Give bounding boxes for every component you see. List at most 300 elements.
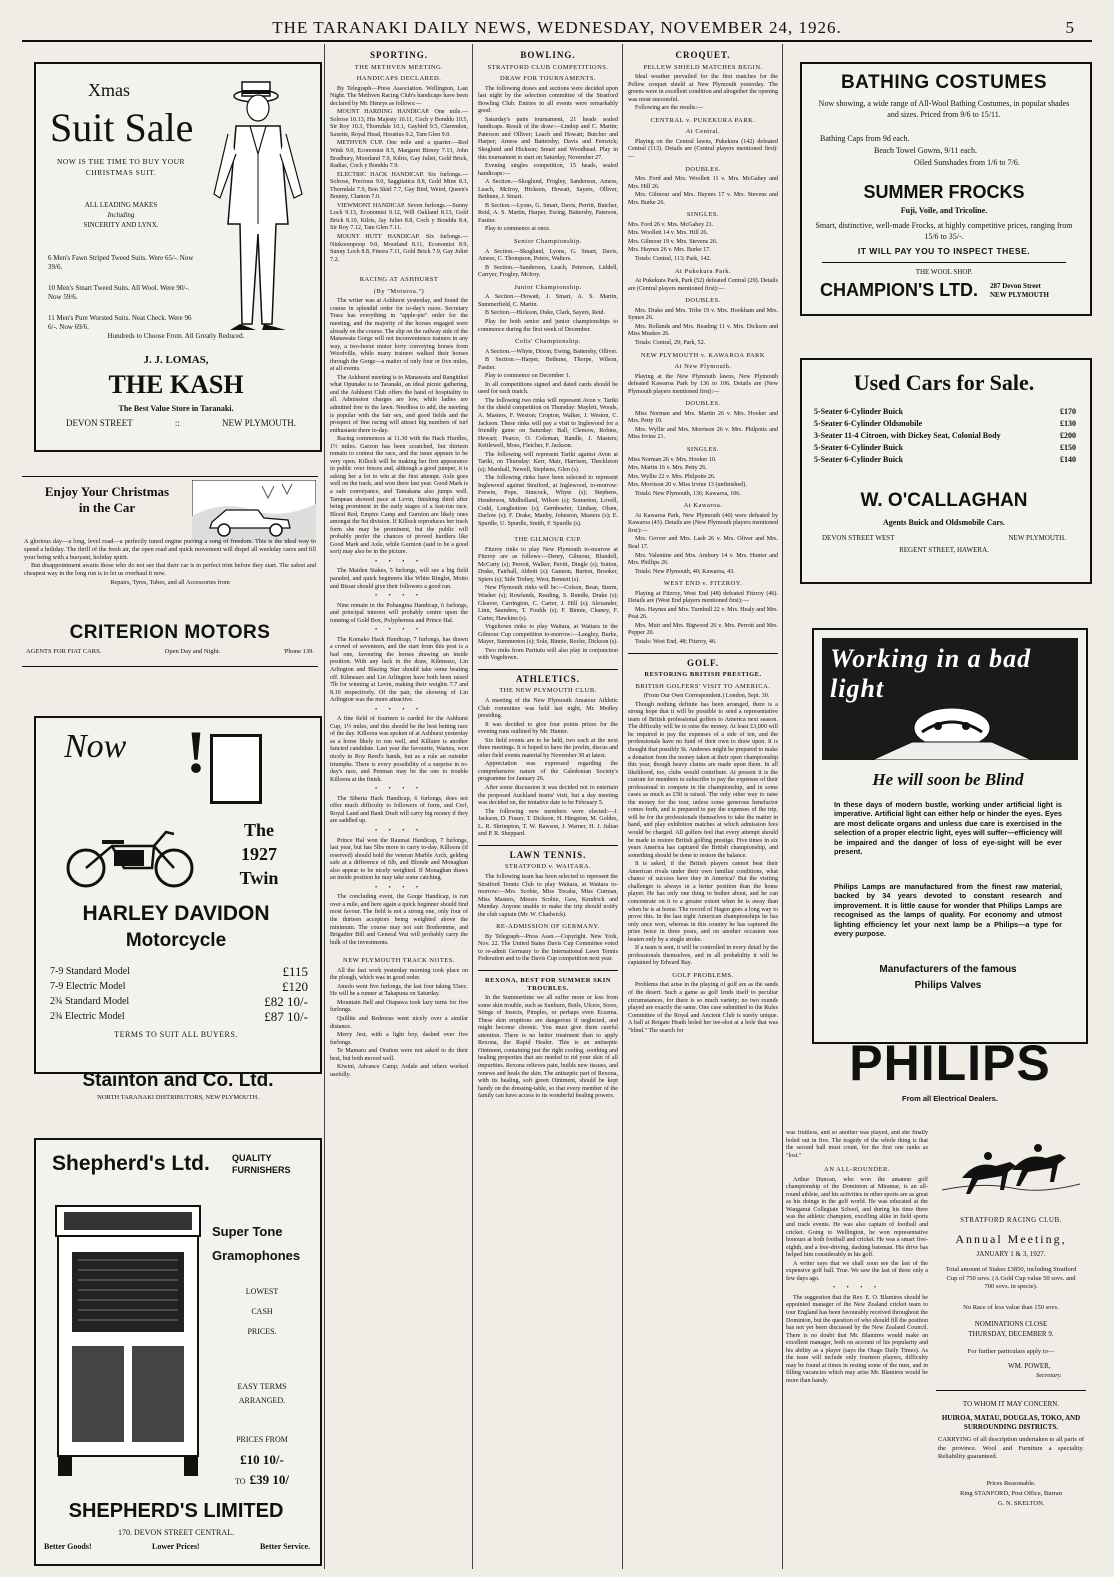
- harley-terms: TERMS TO SUIT ALL BUYERS.: [114, 1030, 238, 1039]
- skelton-ring: Ring STANFORD, Post Office, Burran: [960, 1490, 1062, 1497]
- section-subheading: STRATFORD CLUB COMPETITIONS.: [487, 63, 609, 71]
- article-paragraph: MOUNT HARDING HANDICAP. One mile.—Solrose 10.13, His Majesty 10.11, Coch y Bonddu 10.5, Sir Roy 10.3, Thorndale 10.1, Gaybird 9.5, Clarendon, Saxette, Royal Head, Horatius 9.2, Tam Glen 9.0.: [330, 109, 468, 138]
- philips-illustration: [822, 638, 1078, 760]
- article-paragraph: Mrs. Rollands and Mrs. Reading 11 v. Mrs. Dickson and Miss Muskee 26.: [628, 323, 778, 338]
- article-paragraph: Totals: West End, 48; Fitzroy, 46.: [635, 639, 717, 645]
- shepherd-easy-terms: [212, 1380, 312, 1408]
- model-name: 2¾ Electric Model: [50, 1011, 125, 1022]
- car-name: 5-Seater 6-Cylinder Buick: [814, 455, 904, 464]
- philips-advertisement: [812, 628, 1088, 1044]
- section-subheading: At Kawaroa.: [683, 502, 723, 510]
- shepherd-lowest-line: CASH: [251, 1307, 273, 1316]
- column-divider: [324, 44, 325, 1569]
- article-paragraph: By Telegraph—Press Assn.—Copyright. New York, Nov. 22. The United States Davis Cup Committee voted to re-admit Germany to the International Lawn Tennis Federation and to the Davis Cup competition next year.: [478, 933, 618, 963]
- article-paragraph: Appreciation was expressed regarding the comprehensive nature of the Caledonian Society's programme for January 26.: [478, 761, 618, 783]
- shepherd-easy-line: EASY TERMS: [237, 1382, 287, 1391]
- article-paragraph: The following rinks have been selected to represent Inglewood against Stratford, at Inglewood, to-morrow: Frewin, Pope, Simcock, Whyte (s); Stephens, Henderson, Mulholland, Wilson (s); Somerton, Lovell, Codd, Longbottom (s); Gernhoefer, Lindsay, Olsen, Darlow (s); F. Drake, Manby, Johnston, Masters (s); E. Spurdle, U. Spurdle, Smith, F. Spurdle (s).: [478, 475, 618, 527]
- shepherd-lowest: [212, 1282, 312, 1342]
- stratford-stakes: Total amount of Stakes £3850, including Stratford Cup of 750 sovs. (A Gold Cup value 50 sovs. and 700 sovs. in specie).: [945, 1266, 1077, 1290]
- masthead-rule: [22, 40, 1092, 42]
- shepherd-slogan: Better Service.: [259, 1542, 310, 1551]
- article-paragraph: Play for both senior and junior championships to commence during the first week of December.: [478, 318, 618, 333]
- section-subheading: At Pukekura Park.: [674, 267, 732, 275]
- bowling-heading: BOWLING.: [520, 50, 576, 60]
- section-subheading: DOUBLES.: [685, 297, 721, 305]
- article-paragraph: In all competitions signed and dated cards should be used for each match.: [478, 381, 618, 396]
- shepherd-slogans: [44, 1542, 310, 1551]
- article-paragraph: Nine remain in the Pohangina Handicap, 6 furlongs, and principal interest will probably centre upon the running of Gold Box, Polyphemus and Prince Hal.: [330, 602, 468, 624]
- section-dots: • • • •: [374, 706, 424, 713]
- section-subheading: DRAW FOR TOURNAMENTS.: [499, 75, 597, 83]
- champion-frocks-title: SUMMER FROCKS: [863, 182, 1025, 202]
- article-paragraph: Mrs. Grover and Mrs. Lash 26 v. Mrs. Oliver and Mrs. Beal 17.: [628, 536, 778, 550]
- article-paragraph: A writer says that we shall soon see the last of the expensive golf ball. True. We saw the last of three only a few days ago.: [786, 1260, 928, 1282]
- philips-makers: [814, 962, 1082, 994]
- car-price: £150: [1060, 443, 1076, 452]
- car-name: 3-Seater 11-4 Citroen, with Dickey Seat, Colonial Body: [814, 431, 1001, 440]
- tennis-heading: LAWN TENNIS.: [509, 849, 587, 860]
- stainton-subtitle: NORTH TARANAKI DISTRIBUTORS, NEW PLYMOUTH.: [97, 1094, 259, 1101]
- model-price: £87 10/-: [264, 1009, 308, 1024]
- skelton-districts: HUIROA, MATAU, DOUGLAS, TOKO, AND SURROUNDING DISTRICTS.: [941, 1414, 1081, 1431]
- stainton-dealer: Stainton and Co. Ltd.: [82, 1070, 274, 1091]
- section-subheading: HANDICAPS DECLARED.: [356, 75, 442, 83]
- column-divider: [782, 44, 783, 1569]
- article-paragraph: Vogeltown rinks to play Waitara, at Waitara in the Gilmour Cup competition to-morrow:—Langley, Burke, Mayer, Summerton (s); Sole, Binnie, Roche, Dickson (s).: [478, 624, 618, 646]
- criterion-body: [24, 538, 316, 588]
- section-rule: [628, 653, 778, 654]
- article-paragraph: B Section.—Sanderson, Leach, Peterson, Liddell, Carryer, Frogley, McIroy.: [478, 264, 618, 279]
- section-subheading: CENTRAL v. PUKEKURA PARK.: [650, 116, 756, 124]
- shepherd-super-line: Super Tone: [212, 1224, 283, 1239]
- kash-advertisement: [34, 62, 322, 452]
- kash-offer: 11 Men's Pure Worsted Suits. Neat Check. Were 96 6/-. Now 69/6.: [48, 314, 192, 331]
- article-paragraph: Mrs. Haynes and Mrs. Turnbull 22 v. Mrs. Healy and Mrs. Peat 26.: [628, 606, 778, 621]
- section-subheading: Colts' Championship.: [514, 338, 582, 346]
- kash-heading-xmas: Xmas: [88, 80, 130, 100]
- article-paragraph: Six field events are to be held, two each at the next three meetings. It is hoped to have the javelin, discus and other field events material by November 30 at latest.: [478, 737, 618, 759]
- article-paragraph: The Maiden Stakes, 5 furlongs, will see a big field paraded, and quick beginners like White Ringlet, Motto and Bissar should give their followers a good run.: [330, 568, 468, 590]
- article-paragraph: The writer was at Ashhurst yesterday, and found the course in splendid order for to-day's races. Secretary Trass has everything in "apple-pie" order for the meeting, and the majority of the horses engaged were already on the course. The slip on the railway side of the Manawatu Gorge will not inconvenience trainers in any way, a two-horse motor lorry conveying horses from Woodville, while many trainers walked their horses through the Gorge—a matter of only four or five miles, at all events.: [330, 298, 468, 373]
- section-subheading: RE-ADMISSION OF GERMANY.: [496, 923, 600, 931]
- car-name: 5-Seater 6-Cylinder Buick: [814, 407, 904, 416]
- ad-bottom-rule: [22, 666, 318, 667]
- philips-headline: He will soon be Blind: [872, 770, 1024, 789]
- stratford-particulars: For further particulars apply to—: [967, 1348, 1055, 1355]
- byline: (By "Moturoa."): [373, 287, 425, 295]
- shepherd-prices: [212, 1430, 312, 1492]
- article-paragraph: Fitzroy rinks to play New Plymouth to-morrow at Fitzroy are as follows:—Denry, Gilmour, Blundell, McCarty (s); Perrott, Walker, Pavitt, Dingle (s); Sutton, Drake, Fairhall, Abbott (s); Gannon, Burton, Brooker, Spiers (s); Side Trehey, West, Bennett (s).: [478, 546, 618, 583]
- skelton-heading: TO WHOM IT MAY CONCERN.: [962, 1400, 1060, 1408]
- article-paragraph: Mrs. Morrison 20 v. Miss Irvine 13 (unfinished).: [628, 482, 747, 489]
- article-paragraph: Miss Norman 26 v. Mrs. Hooker 10.: [628, 456, 717, 463]
- article-paragraph: METHVEN CUP. One mile and a quarter.—Red Wink 9.0, Economist 8.5, Margaret Birney 7.13, John Bradbury, Moorland 7.9, Kilris, Gay Juliet, Gold Brick, Radiac, Coch y Bonddu 7.9.: [330, 140, 468, 170]
- article-paragraph: Prince Hal won the Raumai Handicap, 7 furlongs, last year, but has 5lbs more to carry to-day. Killoora (if reserved) should hold the veteran Marble Arch, gelding safe at a difference of 6lb, and Blonde and Monaghan also appear to be nicely weighted. If Monaghan draws an inside position he may take some catching.: [330, 837, 468, 882]
- kash-offers: [48, 254, 198, 332]
- section-subheading: At Central.: [685, 128, 721, 136]
- article-paragraph: By Telegraph—Press Association. Wellington, Last Night. The Methven Racing Club's handicaps have been declared by Mr. Henrys as follows:—: [330, 85, 468, 107]
- stratford-meeting: Annual Meeting,: [955, 1232, 1067, 1246]
- article-paragraph: Mrs. Muir and Mrs. Bigwood 26 v. Mrs. Perrott and Mrs. Pepper 20.: [628, 622, 778, 637]
- champion-bathing-title: BATHING COSTUMES: [840, 72, 1048, 93]
- section-rule: [478, 845, 618, 846]
- shepherd-name: Shepherd's Ltd.: [52, 1152, 210, 1175]
- car-row: [814, 406, 1076, 418]
- section-dots: • • • •: [374, 786, 424, 793]
- article-paragraph: All the fast work yesterday morning took place on the plough, which was in good order.: [330, 967, 468, 982]
- philips-paragraph: Philips Lamps are manufactured from the finest raw material, backed by 34 years devoted to constant research and improvement. It is little cause for wonder that Philips Lamps are recognised as the lamps of quality. For economy and utmost lighting efficiency let your next lamp be a Philips—a type for every purpose.: [834, 882, 1062, 939]
- kash-heading-suit-sale: Suit Sale: [50, 105, 194, 150]
- champion-wool-shop: THE WOOL SHOP.: [915, 268, 973, 276]
- section-rule: [478, 970, 618, 971]
- section-subheading: At New Plymouth.: [674, 363, 732, 371]
- philips-logo: PHILIPS: [849, 1035, 1051, 1091]
- article-paragraph: The concluding event, the Gorge Handicap, is run over a mile, and here again a quick beginner should find most favour. The field is not a strong one, only four of the thirteen acceptors being weighted above the minimum. The course may not suit Bonhomme, and Brigadier Bill and General Wai will probably carry the bulk of the investments.: [330, 894, 468, 946]
- article-paragraph: Playing at the New Plymouth lawns, New Plymouth defeated Kawaroa Park by 136 to 106. Details are (New Plymouth players mentioned first):—: [628, 373, 778, 395]
- article-paragraph: Amolo went five furlongs, the last four taking 53sec. He will be a runner at Takapuna on Saturday.: [330, 983, 468, 998]
- model-name: 7-9 Standard Model: [50, 966, 130, 977]
- article-paragraph: At Kawaroa Park, New Plymouth (40) were defeated by Kawaroa (43). Details are (New Plymouth players mentioned first):—: [628, 512, 778, 534]
- harley-exclamation: !: [186, 719, 206, 785]
- champion-caps: Bathing Caps from 9d each.: [820, 134, 910, 143]
- kash-choose: Hundreds to Choose From. All Greatly Reduced.: [107, 332, 245, 340]
- section-subheading: DOUBLES.: [685, 400, 721, 408]
- used-cars-advertisement: [800, 358, 1092, 584]
- stratford-no-races: No Race of less value than 150 sovs.: [963, 1304, 1059, 1311]
- article-paragraph: Totals: Central, 113; Park, 142.: [635, 256, 712, 263]
- harley-the: The: [243, 820, 274, 840]
- skelton-notice: [936, 1400, 1086, 1570]
- ad-bottom-rule: [936, 1390, 1086, 1391]
- article-paragraph: Though nothing definite has been arranged, there is a strong hope that it will be possible to send a representative team of British professional golfers to America next season. The difficulty will be to raise the money. At least £3,000 will be required to pay the expenses of a side of ten, and the professionals have no fund of their own to draw upon. It is thought that possibly St. Andrews might be prepared to make a donation from the money taken at their open championship this year, though heavy claims are made upon them. In all likelihood, too, clubs would contribute. At present it is the custom for members to subscribe to pay the expenses of their professional to compete in the championship, and in some cases as much as £50 is raised. The only other way to raise the money for the tour, unless some generous benefactor comes forth, and is prepared to pay the expenses of the trip, will be for the professionals themselves to take the matter in hand, and play exhibition matches at which admission fees would be charged. All golfers feel that every attempt should be made to restore British golfing prestige. Five times in six years America has captured the British championship, and something should be done to restore the balance.: [628, 701, 778, 859]
- shepherd-easy-line: ARRANGED.: [238, 1396, 286, 1405]
- article-paragraph: Playing on the Central lawns, Pukekura (142) defeated Central (113). Details are (Central players mentioned first):—: [628, 138, 778, 161]
- stratford-close-date: THURSDAY, DECEMBER 9.: [968, 1330, 1054, 1338]
- article-paragraph: A meeting of the New Plymouth Amateur Athletic Club committee was held last night, Mr. Medley presiding.: [478, 698, 618, 720]
- model-price: £82 10/-: [264, 994, 308, 1009]
- harley-box-outline: [210, 734, 262, 804]
- section-subheading: THE NEW PLYMOUTH CLUB.: [499, 687, 597, 695]
- champion-address-line: 287 Devon Street: [990, 282, 1041, 290]
- article-paragraph: Miss Norman and Mrs. Martin 26 v. Mrs. Hooker and Mrs. Petty 10.: [628, 410, 778, 425]
- article-paragraph: A Section.—Howatt, J. Smart, A. S. Martin, Summerfield, C. Martin.: [478, 294, 618, 308]
- article-paragraph: It is asked, if the British players cannot beat their American rivals under their own familiar conditions, what chance of success have they in America? But the visiting challenger is always in a better position than the home player. He has only one thing to bother about, and he can concentrate on it to a greater extent when he is away than when he is at home. The record of Hagen goes a long way to prove this. In the last eight American championships he has only once won, whereas in this country he has captured the prize twice in three years, and on another occasion was beaten only by a single stroke.: [628, 861, 778, 943]
- car-name: 5-Seater 6-Cylinder Buick: [814, 443, 904, 452]
- article-paragraph: (From Our Own Correspondent.) London, Sept. 30.: [643, 693, 770, 700]
- section-subheading: AN ALL-ROUNDER.: [824, 1166, 890, 1174]
- criterion-paragraph: But disappointment awaits those who do not see that their car is in perfect trim before they start. The safest and cheapest way in the long run is to let us overhaul it now.: [24, 562, 316, 578]
- masthead-title: THE TARANAKI DAILY NEWS, WEDNESDAY, NOVEMBER 24, 1926.: [272, 18, 842, 37]
- champion-address: [990, 282, 1049, 300]
- article-paragraph: Evening singles competition, 15 heads, sealed handicaps:—: [478, 163, 618, 177]
- article-paragraph: In the Summertime we all suffer more or less from some skin trouble, such as Sunburn, Boils, Ulcers, Sores, Stings of Insects, Pimples, or perhaps even Eczema. These skin eruptions are dangerous if neglected, and might become chronic. You must give them careful attention. There is no better treatment than to apply Rexona, the Rapid Healer. This is an antiseptic Ointment, containing just the right cooling, soothing and healing properties that are needed to rid your skin of all impurities. Rexona relieves pain, builds new tissues, and renews and heals the skin. The antiseptic part of Rexona, with its healing, soft green Ointment, should be kept handy on the dressing-table, so that every member of the family can have access to its wonderful healing powers.: [478, 995, 618, 1100]
- article-paragraph: was fruitless, and so another was played, and she finally holed out in five. The tragedy of the whole thing is that the second ball must count, for the first one ranks as "lost.": [786, 1130, 928, 1159]
- section-subheading: RESTORING BRITISH PRESTIGE.: [644, 671, 762, 679]
- article-paragraph: The suggestion that the Rev. E. O. Blamires should be appointed manager of the New Zealand cricket team to tour England has been favourably received throughout the Dominion, but the question of who should fill the position has not yet been discussed by the New Zealand Council. There is no doubt that Mr. Blamires would make an excellent manager, both on account of his popularity and his ability as a player (says the Otago Daily Times). As the team will include only fourteen players, difficulty may be found at times in resting some of the men, and in filling vacancies which may arise Mr. Blamires would be more than handy.: [786, 1294, 928, 1384]
- skelton-prices: Prices Reasonable.: [986, 1480, 1036, 1487]
- article-paragraph: Mrs. Woollett 14 v. Mrs. Hill 26.: [628, 230, 708, 237]
- article-paragraph: B Section.—Lyons, G. Smart, Davis, Perritt, Butcher, Reid, A. S. Martin, Harper, Ewing, Battersby, Paterson, Fastier.: [478, 202, 618, 224]
- model-name: 2¾ Standard Model: [50, 996, 130, 1007]
- article-paragraph: VIEWMONT HANDICAP. Seven furlongs.—Sunny Loch 9.13, Economist 9.12, Will Oakland 8.13, Gold Brick 8.10, Kilris, Jay Juliet 8.8, Coch y Bonddu 8.4, Sir Roy 7.12, Tam Glen 7.11.: [330, 202, 468, 232]
- shepherd-to: TO: [235, 1477, 246, 1486]
- used-cars-address: [822, 534, 1066, 542]
- article-paragraph: Quillite and Redmoss went nicely over a similar distance.: [330, 1015, 468, 1030]
- car-name: 5-Seater 6-Cylinder Oldsmobile: [814, 419, 923, 428]
- car-row: [814, 442, 1076, 454]
- section-subheading: Senior Championship.: [513, 238, 583, 246]
- champion-address-line: NEW PLYMOUTH: [990, 291, 1049, 299]
- article-paragraph: The Ashhurst meeting is to Manawatu and Rangitikei what Opunake is to Taranaki, an ideal picnic gathering, and the Ashhurst Club offers the hand of hospitality to all. Admission charges are low, while ladies are admitted free to the lawn. Needless to add, the meeting is popular with the fair sex, and good fields and the prospect of fine racing will attract big numbers of turf enthusiasts there to-day.: [330, 374, 468, 434]
- section-subheading: NEW PLYMOUTH v. KAWAROA PARK: [640, 351, 766, 359]
- section-subheading: BRITISH GOLFERS' VISIT TO AMERICA.: [635, 682, 771, 690]
- article-paragraph: Play to commence on December 1.: [485, 373, 571, 380]
- price-row: [50, 1009, 308, 1024]
- harley-advertisement: [34, 716, 322, 1074]
- price-row: [50, 964, 308, 979]
- touring-car-illustration: [192, 480, 316, 542]
- bowling-column: [478, 48, 618, 1568]
- kash-makes-line: SINCERITY AND LYNX.: [83, 221, 159, 229]
- used-cars-list: [814, 406, 1076, 466]
- criterion-footer-phone: 'Phone 139.: [283, 648, 314, 655]
- used-cars-address2: REGENT STREET, HAWERA.: [899, 546, 989, 554]
- price-row: [50, 979, 308, 994]
- shepherd-quality-line: QUALITY: [232, 1153, 272, 1163]
- criterion-paragraph: A glorious day—a long, level road—a perfectly tuned engine purring a song of freedom. This is the ideal way to spend a holiday. The thrill of the fresh air, the open road and quick movement will dispel all weekday cares and fill your being with a buoyant, holiday spirit.: [24, 538, 316, 561]
- section-subheading: SINGLES.: [686, 211, 720, 219]
- section-rule: [478, 669, 618, 670]
- article-paragraph: Totals: Central, 29; Park, 52.: [635, 339, 706, 346]
- article-paragraph: After some discussion it was decided not to entertain the proposed Auckland teams' visit, but a day meeting was decided on, the tentative date to be February 5.: [478, 785, 618, 807]
- shepherd-prices-from: PRICES FROM: [236, 1435, 288, 1444]
- section-subheading: THE GILMOUR CUP.: [514, 536, 582, 544]
- philips-banner: Working in a bad light: [830, 644, 1032, 703]
- article-paragraph: Merry Jest, with a light boy, dashed over five furlongs.: [330, 1032, 468, 1046]
- harley-model-year: [204, 818, 314, 890]
- criterion-footer-agents: AGENTS FOR FIAT CARS.: [26, 648, 102, 655]
- article-paragraph: A Section.—Whyte, Dixon, Ewing, Battersby, Olliver.: [485, 348, 618, 355]
- motorcycle-illustration: [62, 822, 202, 890]
- champion-towels: Beach Towel Gowns, 9/11 each.: [874, 146, 977, 155]
- article-paragraph: The following draws and sections were decided upon last night by the selection committee of the Stratford Bowling Club. Entries in all events were remarkably good.: [478, 85, 618, 115]
- ad-top-rule: [22, 476, 318, 477]
- skelton-body: CARRYING of all description undertaken to all parts of the province. Wool and Furniture a speciality. Reliability guaranteed.: [938, 1436, 1084, 1460]
- article-paragraph: Ideal weather prevailed for the first matches for the Pellew croquet shield at New Plymouth yesterday. The greens were in excellent condition and altogether the opening was most successful.: [628, 74, 778, 103]
- article-paragraph: Problems that arise in the playing of golf are as the sands of the desert. Such a game as golf lends itself to peculiar circumstances, for there is so much variety; no two rounds played are exactly the same. One case submitted to the Rules Committee of the Royal and Ancient Club is surely unique. A ball at Reigate Heath holed her tee-shot at a hole that was "blind." The search for: [628, 982, 778, 1034]
- article-paragraph: The Komako Hack Handicap, 7 furlongs, has drawn a crowd of seventeen, and the start from this post is a bad one, favouring the horses drawing an inside position. With any luck in the draw, Kilmeazo, Lin Arlington and Blazing Star should take some beating off. Kilmeazo and Lin Arlington have both been raised 7lb for winning at Levin, making their weights 7.7 and 8.10 respectively. Of the pair, the showing of Lin Arlington was the more attractive.: [330, 636, 468, 704]
- model-name: 7-9 Electric Model: [50, 981, 126, 992]
- shepherd-quality-line: FURNISHERS: [232, 1165, 291, 1175]
- car-price: £140: [1060, 455, 1076, 464]
- reading-man-illustration: [842, 702, 1062, 760]
- stratford-secretary: WM. POWER,: [1008, 1362, 1051, 1370]
- used-cars-agents: Agents Buick and Oldsmobile Cars.: [882, 518, 1006, 527]
- article-paragraph: MOUNT HUTT HANDICAP. Six furlongs.—Ninkoompoop 9.0, Moorland 8.11, Economist 8.9, Sunny Loch 8.8, Finora 7.11, Gold Brick 7.9, Gay Juliet 7.2.: [330, 234, 468, 263]
- article-paragraph: New Plymouth rinks will be:—Colson, Bean, Sturm, Washer (s); Rowlands, Reading, S. Rundle, Drake (s); Gleaver, Carrington, C. Carter, J. Hill (s); Alexander, Linn, Saunders, T. Foulds (s); F. Binnie, Chaney, F. Carter, Hawkins (s).: [478, 585, 618, 622]
- philips-footer: From all Electrical Dealers.: [902, 1094, 998, 1103]
- shepherd-limited: SHEPHERD'S LIMITED: [68, 1500, 284, 1522]
- sporting-column: [330, 48, 468, 1568]
- article-paragraph: ELECTRIC HACK HANDICAP. Six furlongs.—Solrose, Precious 9.0, Saggitatica 8.8, Gold Mine 8.3, Thorndale 7.9, Bon Skirl 7.7, Gay Bird, Weird, Queen's Bounty, Clanton 7.0.: [330, 171, 468, 201]
- car-row: [814, 418, 1076, 430]
- section-dots: • • • •: [374, 593, 424, 600]
- philips-paragraph: In these days of modern bustle, working under artificial light is imperative. Artificial light can either help or hinder the eyes. Eyes are most delicate organs and unless due care is exercised in the selection of a proper electric light, eyes will suffer—efficiency will be impaired and the danger of loss of eye-sight will be ever present.: [834, 800, 1062, 857]
- criterion-title-line: in the Car: [78, 500, 136, 515]
- kash-name: THE KASH: [108, 370, 244, 399]
- model-price: £120: [282, 979, 308, 994]
- man-in-suit-illustration: [206, 74, 310, 334]
- kash-address-street: DEVON STREET: [66, 418, 133, 428]
- criterion-paragraph: Repairs, Tyres, Tubes, and all Accessories from: [110, 578, 230, 586]
- car-row: [814, 430, 1076, 442]
- article-paragraph: A fine field of fourteen is carded for the Ashhurst Cup, 1½ miles, and this should be the best betting race of the day. Killoora was spoken of at Ashhurst yesterday as a horse likely to run well, and Kilfaire is another fancied candidate. Last year the favourite, Waetea, won nicely in Roy Reed's hands, but as a rule an outsider triumphs. There is every possibility of a surprise in to-day's race, and Penman may be the one to trouble Killoora at the finish.: [330, 716, 468, 783]
- criterion-advertisement: [22, 476, 318, 670]
- kash-makes-line: Including: [107, 211, 135, 219]
- column5-text: [786, 1130, 928, 1570]
- section-dots: • • • •: [374, 558, 424, 565]
- article-paragraph: Mrs. Wyllie and Mrs. Morrison 26 v. Mrs. Philpotts and Miss Irvine 21.: [628, 426, 778, 441]
- golf-heading: GOLF.: [687, 657, 719, 668]
- stratford-nominations: NOMINATIONS CLOSE: [974, 1320, 1048, 1328]
- champion-divider: [822, 262, 1066, 263]
- article-paragraph: Mrs. Ford and Mrs. Woollett 11 v. Mrs. McGahey and Mrs. Hill 26.: [628, 176, 778, 190]
- kash-offer: 10 Men's Smart Tweed Suits. All Wool. Were 90/-. Now 59/6.: [48, 284, 190, 301]
- croquet-column: [628, 48, 778, 1568]
- article-paragraph: It was decided to give four points prizes for the evening runs outlined by Mr. Hunter.: [478, 721, 618, 736]
- article-paragraph: Mrs. Gilmour 19 v. Mrs. Stevens 26.: [628, 238, 718, 245]
- article-paragraph: The following two rinks will represent Avon v. Tariki for the shield competition on Thursday: Maylett, Woods, A. Masters, F. Weston; Cropton, Walker, J. Weston, C. Jackson. These rinks will pay a visit to Inglewood for a friendly game on Saturday: Ball, Clemow, Robins, Hewart; Pearce, O. Coleman, Randle, J. Masters; Kettlewell, Moss, Fletcher, F. Jackson.: [478, 397, 618, 450]
- car-price: £170: [1060, 407, 1076, 416]
- article-paragraph: Mrs. Gilmour and Mrs. Haynes 17 v. Mrs. Stevens and Mrs. Burke 26.: [628, 192, 778, 206]
- kash-address-town: NEW PLYMOUTH.: [222, 418, 296, 428]
- article-paragraph: Arthur Duncan, who won the amateur golf championship of the Dominion at Miramar, is an all-round athlete, and his activities in other sports are as great as his doings in the golf world. He was educated at the Wanganui Collegiate School, and during his time there was the athletic champion, excelling alike in field sports and track events. He was also captain of football and cricket. Going to Wellington, he won representative honours at both football and cricket. He was a smart five-eighth, and a free-driving, dashing batsman. His drive has helped him considerably in his golf.: [786, 1176, 928, 1259]
- article-paragraph: Two rinks from Paritutu will also play in conjunction with Vogeltown.: [478, 647, 618, 662]
- croquet-heading: CROQUET.: [675, 50, 731, 60]
- shepherd-slogan: Lower Prices!: [151, 1542, 200, 1551]
- harley-name: HARLEY DAVIDON: [82, 902, 270, 925]
- article-paragraph: At Pukekura Park, Park (52) defeated Central (29). Details are (Central players mentioned first):—: [628, 278, 778, 292]
- section-subheading: SINGLES.: [686, 445, 720, 453]
- shepherd-lowest-line: PRICES.: [247, 1327, 277, 1336]
- article-paragraph: Playing at Fitzroy, West End (48) defeated Fitzroy (46). Details are (West End players mentioned first):—: [628, 590, 778, 605]
- section-subheading: Junior Championship.: [514, 283, 582, 291]
- article-paragraph: The Siberia Hack Handicap, 6 furlongs, does not offer much difficulty to followers of form, and Cerf, Royal Land and Bank Draft will carry big money if they are saddled up.: [330, 795, 468, 825]
- champion-frocks-desc: Smart, distinctive, well-made Frocks, at highly competitive prices, ranging from 15/6 to 35/-.: [815, 221, 1073, 241]
- used-cars-title: Used Cars for Sale.: [853, 370, 1035, 395]
- criterion-name: CRITERION MOTORS: [69, 622, 271, 643]
- champion-shades: Oiled Sunshades from 1/6 to 7/6.: [914, 158, 1020, 167]
- philips-makers-line: Manufacturers of the famous: [879, 964, 1017, 975]
- price-row: [50, 994, 308, 1009]
- sporting-heading: SPORTING.: [370, 50, 428, 60]
- shepherd-advertisement: [34, 1138, 322, 1566]
- article-paragraph: Mrs. Drake and Mrs. Tribe 19 v. Mrs. Hookham and Mrs. Symes 26.: [628, 307, 778, 322]
- harley-year: 1927: [241, 844, 277, 864]
- article-paragraph: Saturday's pairs tournament, 21 heads sealed handicaps. Result of the draw:—Lindop and C. Martin; Paterson and Olliver; Leach and Howatt; Butcher and Harper; Amess and Battersby; Davis and Fenwick; Skoglund and Hickson; Smart and Woodhead. Play in this tournament to start on Saturday, November 27.: [478, 116, 618, 161]
- champion-name: CHAMPION'S LTD.: [820, 280, 978, 300]
- section-subheading: PELLEW SHIELD MATCHES BEGIN.: [643, 63, 763, 71]
- article-paragraph: Mrs. Martin 16 v. Mrs. Petty 26.: [628, 465, 707, 472]
- champion-bathing-desc: Now showing, a wide range of All-Wool Bathing Costumes, in popular shades and sizes. Priced from 9/6 to 15/11.: [818, 99, 1070, 119]
- kash-tagline: The Best Value Store in Taranaki.: [118, 404, 234, 413]
- kash-makes: [52, 200, 190, 230]
- article-paragraph: The following will represent Tariki against Avon at Tariki, on Thursday: Kerr, Mair, Harrison, Theckleton (s); Marshall, Newell, Stephens, Glen (s).: [478, 451, 618, 473]
- article-paragraph: If a team is sent, it will be controlled in every detail by the professionals themselves, and in all probability it will be captained by Edward Ray.: [628, 945, 778, 967]
- kash-address: [66, 418, 296, 428]
- kash-intro: NOW IS THE TIME TO BUY YOUR CHRISTMAS SUIT.: [56, 157, 186, 177]
- section-subheading: THE METHVEN MEETING.: [354, 63, 444, 71]
- kash-makes-line: ALL LEADING MAKES: [84, 201, 158, 209]
- column-divider: [622, 44, 623, 1569]
- article-paragraph: B Section.—Harper, Bethune, Thorpe, Wilson, Fastier.: [478, 357, 618, 371]
- racehorse-illustration: [942, 1130, 1080, 1208]
- section-dots: • • • •: [374, 627, 424, 634]
- champion-inspect: IT WILL PAY YOU TO INSPECT THESE.: [857, 246, 1031, 256]
- criterion-footer-hours: Open Day and Night.: [164, 648, 221, 655]
- page-number: 5: [1065, 18, 1074, 37]
- car-price: £130: [1060, 419, 1076, 428]
- shepherd-super-line: Gramophones: [212, 1248, 301, 1263]
- article-paragraph: The following team has been selected to represent the Stratford Tennis Club to play Waitara, at Waitara to-morrow:—Mrs. Scobie, Miss Tocaba, Miss Curman, Miss Masters, Messrs Scobie, Gaw, Kendrick and Munday. Anyone unable to make the trip should notify the club captain (Mr. W. Chadwick).: [478, 873, 618, 918]
- stratford-club: STRATFORD RACING CLUB.: [960, 1216, 1062, 1224]
- section-subheading: GOLF PROBLEMS.: [672, 971, 734, 979]
- used-cars-address-town: NEW PLYMOUTH.: [1008, 534, 1066, 542]
- shepherd-price-high: £39 10/: [249, 1472, 289, 1487]
- criterion-footer: [26, 648, 314, 655]
- shepherd-slogan: Better Goods!: [44, 1542, 92, 1551]
- stratford-dates: JANUARY 1 & 3, 1927.: [976, 1250, 1046, 1258]
- section-subheading: NEW PLYMOUTH TRACK NOTES.: [343, 957, 455, 965]
- article-paragraph: Mrs. Wyllie 22 v. Mrs. Philpotts 26.: [628, 473, 716, 480]
- harley-type: Motorcycle: [125, 930, 227, 951]
- shepherd-price-low: £10 10/-: [240, 1452, 284, 1467]
- criterion-title-line: Enjoy Your Christmas: [44, 484, 170, 499]
- kash-address-sep: ::: [174, 418, 180, 428]
- section-dots: • • • •: [374, 827, 424, 834]
- section-dots: • • • •: [374, 884, 424, 891]
- article-paragraph: Mrs. Valentine and Mrs. Ambury 14 v. Mrs. Hunter and Mrs. Phillips 26.: [628, 552, 778, 567]
- stratford-secretary-title: Secretary.: [1036, 1372, 1062, 1379]
- kash-owner: J. J. LOMAS,: [143, 354, 209, 366]
- article-paragraph: Kiwini, Advance Camp, Ardale and others worked usefully.: [330, 1064, 468, 1078]
- article-paragraph: Te Mamaru and Oration were not asked to do their best, but both moved well.: [330, 1048, 468, 1062]
- section-dots: • • • •: [832, 1285, 882, 1292]
- champion-advertisement: [800, 62, 1092, 316]
- criterion-title: [22, 484, 192, 516]
- article-paragraph: The following new members were elected:—J. Jackson, D. Fraser, T. Dickson, H. Hingston, M. Goldes, L. R. Shrimpton, T. W. Rawson, J. Warner, H. J. Julian and P. R. Sheppard.: [478, 808, 618, 838]
- harley-twin: Twin: [239, 868, 279, 888]
- athletics-heading: ATHLETICS.: [515, 673, 581, 684]
- kash-offer: 6 Men's Fawn Striped Tweed Suits. Were 65/-. Now 39/6.: [48, 254, 194, 271]
- article-paragraph: Mountain Bell and Otapawa took lazy turns for five furlongs.: [330, 999, 468, 1014]
- article-paragraph: A Section.—Skoglund, Lyons, G. Smart, Davis, Amess, C. Thompson, Peters, Walters.: [478, 248, 618, 263]
- harley-price-list: [50, 964, 308, 1024]
- column-divider: [472, 44, 473, 1569]
- used-cars-address-street: DEVON STREET WEST: [822, 534, 895, 542]
- gramophone-cabinet-illustration: [48, 1200, 208, 1480]
- section-subheading: RACING AT ASHHURST: [359, 276, 439, 284]
- article-paragraph: Racing commences at 11.30 with the Hack Hurdles, 1½ miles. Garzon has been scratched, but thirteen remain to contest the race, and the issue appears to be very open. Killock will be making her first appearance in public over fences and, although a good jumper, it is asking her a lot to win at the first attempt. Axle goes well on the track, and won there last year. Good Mark is a safe conveyance, and Tamakana also jumps well. Tampeau showed pace at Levin, finishing third after being prominent in the early stages of a fast-run race. Blood Red, Empire Camp and Gurnion are likely ones amongst the 9st division. If Killock reproduces her track form she may be prominent, but the public will probably prefer the chances of proved hurdlers like Good Mark and Axle, while Gurnion (said to be a good sort) may also be in the picture.: [330, 436, 468, 556]
- model-price: £115: [282, 964, 308, 979]
- article-paragraph: A Section.—Skoglund, Frogley, Sanderson, Amess, Leach, McIroy, Hickson, Howatt, Sayers, Olliver, Bethune, J. Smart.: [478, 179, 618, 201]
- used-cars-dealer: W. O'CALLAGHAN: [860, 490, 1028, 511]
- article-paragraph: Play to commence at once.: [485, 226, 551, 233]
- article-paragraph: Totals: New Plymouth, 136; Kawaroa, 106.: [635, 490, 741, 497]
- section-subheading: DOUBLES.: [685, 165, 721, 173]
- shepherd-lowest-line: LOWEST: [245, 1287, 279, 1296]
- harley-now: Now: [64, 728, 127, 765]
